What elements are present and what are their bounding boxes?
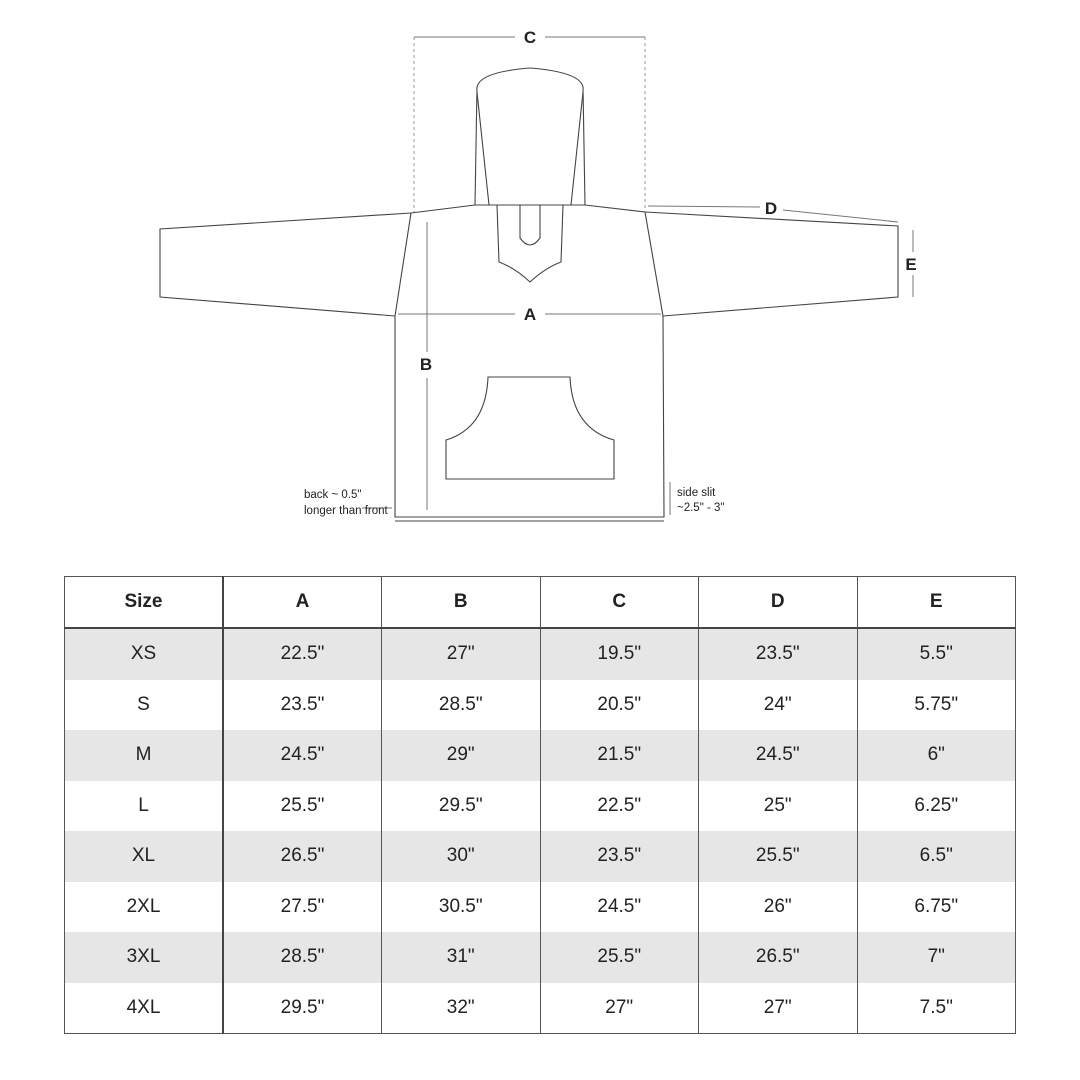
table-row — [65, 730, 1016, 781]
cell-c: 21.5" — [540, 730, 699, 781]
cell-a: 23.5" — [223, 680, 382, 731]
cell-e: 6.5" — [857, 831, 1016, 882]
label-c: C — [523, 28, 537, 47]
back-length-note-line1: back ~ 0.5" — [304, 489, 362, 501]
cell-a: 27.5" — [223, 882, 382, 933]
header-b: B — [382, 577, 541, 629]
cell-d: 27" — [699, 983, 858, 1034]
cell-a: 25.5" — [223, 781, 382, 832]
neck-placket — [497, 205, 563, 282]
cell-b: 27" — [382, 628, 541, 680]
cell-size: 3XL — [65, 932, 224, 983]
dimension-lines — [362, 37, 913, 515]
header-d: D — [699, 577, 858, 629]
cell-size: XS — [65, 628, 224, 680]
cell-e: 6.25" — [857, 781, 1016, 832]
cell-e: 5.5" — [857, 628, 1016, 680]
cell-size: L — [65, 781, 224, 832]
size-chart-header — [65, 577, 1016, 629]
cell-e: 7" — [857, 932, 1016, 983]
cell-e: 6" — [857, 730, 1016, 781]
cell-b: 30" — [382, 831, 541, 882]
cell-d: 25" — [699, 781, 858, 832]
keyhole-opening — [520, 205, 540, 245]
cell-e: 5.75" — [857, 680, 1016, 731]
cell-d: 24.5" — [699, 730, 858, 781]
cell-d: 25.5" — [699, 831, 858, 882]
size-chart-body — [65, 628, 1016, 1034]
kangaroo-pocket — [446, 377, 614, 479]
cell-a: 29.5" — [223, 983, 382, 1034]
header-size: Size — [65, 577, 224, 629]
cell-d: 26" — [699, 882, 858, 933]
cell-size: 4XL — [65, 983, 224, 1034]
label-b: B — [419, 355, 433, 374]
right-sleeve — [645, 212, 898, 316]
body — [395, 205, 664, 517]
table-row — [65, 932, 1016, 983]
cell-c: 25.5" — [540, 932, 699, 983]
cell-b: 29" — [382, 730, 541, 781]
table-row — [65, 781, 1016, 832]
cell-size: XL — [65, 831, 224, 882]
hood-inner — [477, 92, 583, 205]
hood — [475, 68, 585, 205]
cell-d: 26.5" — [699, 932, 858, 983]
side-slit-note-line2: ~2.5" - 3" — [677, 502, 725, 514]
cell-a: 28.5" — [223, 932, 382, 983]
header-e: E — [857, 577, 1016, 629]
cell-e: 7.5" — [857, 983, 1016, 1034]
header-c: C — [540, 577, 699, 629]
cell-e: 6.75" — [857, 882, 1016, 933]
cell-a: 22.5" — [223, 628, 382, 680]
back-length-note-line2: longer than front — [304, 505, 388, 517]
cell-b: 28.5" — [382, 680, 541, 731]
size-chart-table — [64, 576, 1016, 1034]
cell-c: 24.5" — [540, 882, 699, 933]
header-a: A — [223, 577, 382, 629]
cell-size: 2XL — [65, 882, 224, 933]
header-row — [65, 577, 1016, 629]
table-row — [65, 882, 1016, 933]
cell-b: 32" — [382, 983, 541, 1034]
table-row — [65, 628, 1016, 680]
cell-size: M — [65, 730, 224, 781]
cell-c: 22.5" — [540, 781, 699, 832]
table-row — [65, 680, 1016, 731]
side-slit-note-line1: side slit — [677, 487, 716, 499]
label-d: D — [764, 199, 778, 218]
table-row — [65, 983, 1016, 1034]
cell-b: 30.5" — [382, 882, 541, 933]
cell-c: 23.5" — [540, 831, 699, 882]
cell-a: 26.5" — [223, 831, 382, 882]
cell-c: 27" — [540, 983, 699, 1034]
left-sleeve — [160, 213, 411, 316]
table-row — [65, 831, 1016, 882]
label-a: A — [523, 305, 537, 324]
cell-b: 31" — [382, 932, 541, 983]
cell-d: 24" — [699, 680, 858, 731]
cell-c: 20.5" — [540, 680, 699, 731]
cell-d: 23.5" — [699, 628, 858, 680]
hoodie-outline — [160, 68, 898, 521]
cell-size: S — [65, 680, 224, 731]
cell-a: 24.5" — [223, 730, 382, 781]
label-e: E — [905, 255, 917, 274]
cell-c: 19.5" — [540, 628, 699, 680]
cell-b: 29.5" — [382, 781, 541, 832]
